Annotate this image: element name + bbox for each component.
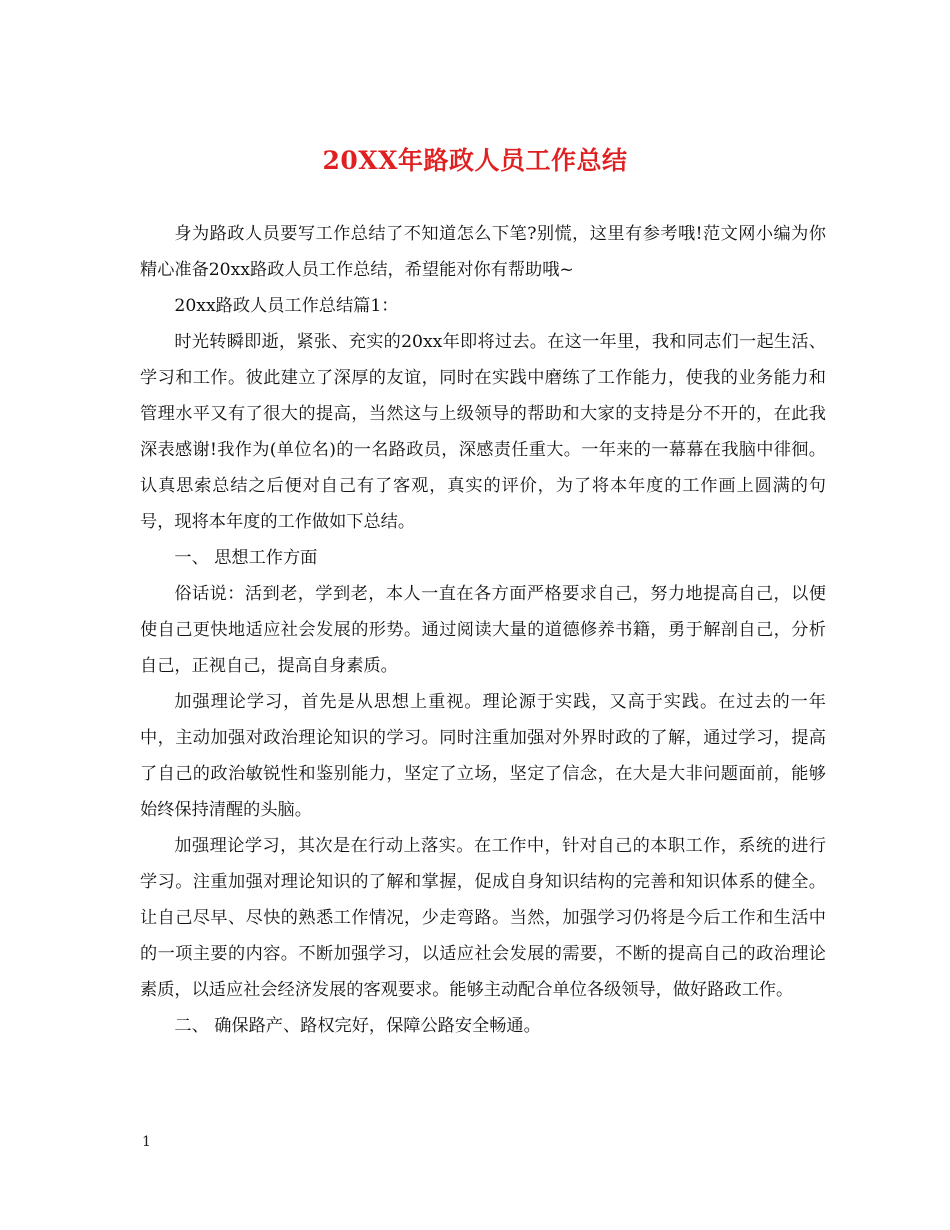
document-body [140, 216, 826, 1044]
page-title: 20XX年路政人员工作总结 [322, 146, 628, 175]
opening-paragraph: 时光转瞬即逝，紧张、充实的20xx年即将过去。在这一年里，我和同志们一起生活、学习和工作。彼此建立了深厚的友谊，同时在实践中磨练了工作能力，使我的业务能力和管理水平又有了很大的提高，当然这与上级领导的帮助和大家的支持是分不开的，在此我深表感谢!我作为(单位名)的一名路政员，深感责任重大。一年来的一幕幕在我脑中徘徊。认真思索总结之后便对自己有了客观，真实的评价，为了将本年度的工作画上圆满的句号，现将本年度的工作做如下总结。 [140, 332, 826, 532]
body-paragraph: 加强理论学习，首先是从思想上重视。理论源于实践，又高于实践。在过去的一年中，主动加强对政治理论知识的学习。同时注重加强对外界时政的了解，通过学习，提高了自己的政治敏锐性和鉴别能力，坚定了立场，坚定了信念，在大是大非问题面前，能够始终保持清醒的头脑。 [140, 692, 826, 820]
body-paragraph: 加强理论学习，其次是在行动上落实。在工作中，针对自己的本职工作，系统的进行学习。注重加强对理论知识的了解和掌握，促成自身知识结构的完善和知识体系的健全。让自己尽早、尽快的熟悉工作情况，少走弯路。当然，加强学习仍将是今后工作和生活中的一项主要的内容。不断加强学习，以适应社会发展的需要，不断的提高自己的政治理论素质，以适应社会经济发展的客观要求。能够主动配合单位各级领导，做好路政工作。 [140, 836, 826, 1000]
intro-paragraph: 身为路政人员要写工作总结了不知道怎么下笔?别慌，这里有参考哦!范文网小编为你精心准备20xx路政人员工作总结，希望能对你有帮助哦~ [140, 224, 826, 280]
section-heading-part-1: 20xx路政人员工作总结篇1： [174, 296, 399, 316]
page-number: 1 [142, 1134, 151, 1150]
body-paragraph: 俗话说：活到老，学到老，本人一直在各方面严格要求自己，努力地提高自己，以便使自己更快地适应社会发展的形势。通过阅读大量的道德修养书籍，勇于解剖自己，分析自己，正视自己，提高自身素质。 [140, 584, 826, 676]
section-heading-thought-work: 一、 思想工作方面 [174, 548, 318, 568]
section-heading-road-safety: 二、 确保路产、路权完好，保障公路安全畅通。 [174, 1016, 541, 1036]
